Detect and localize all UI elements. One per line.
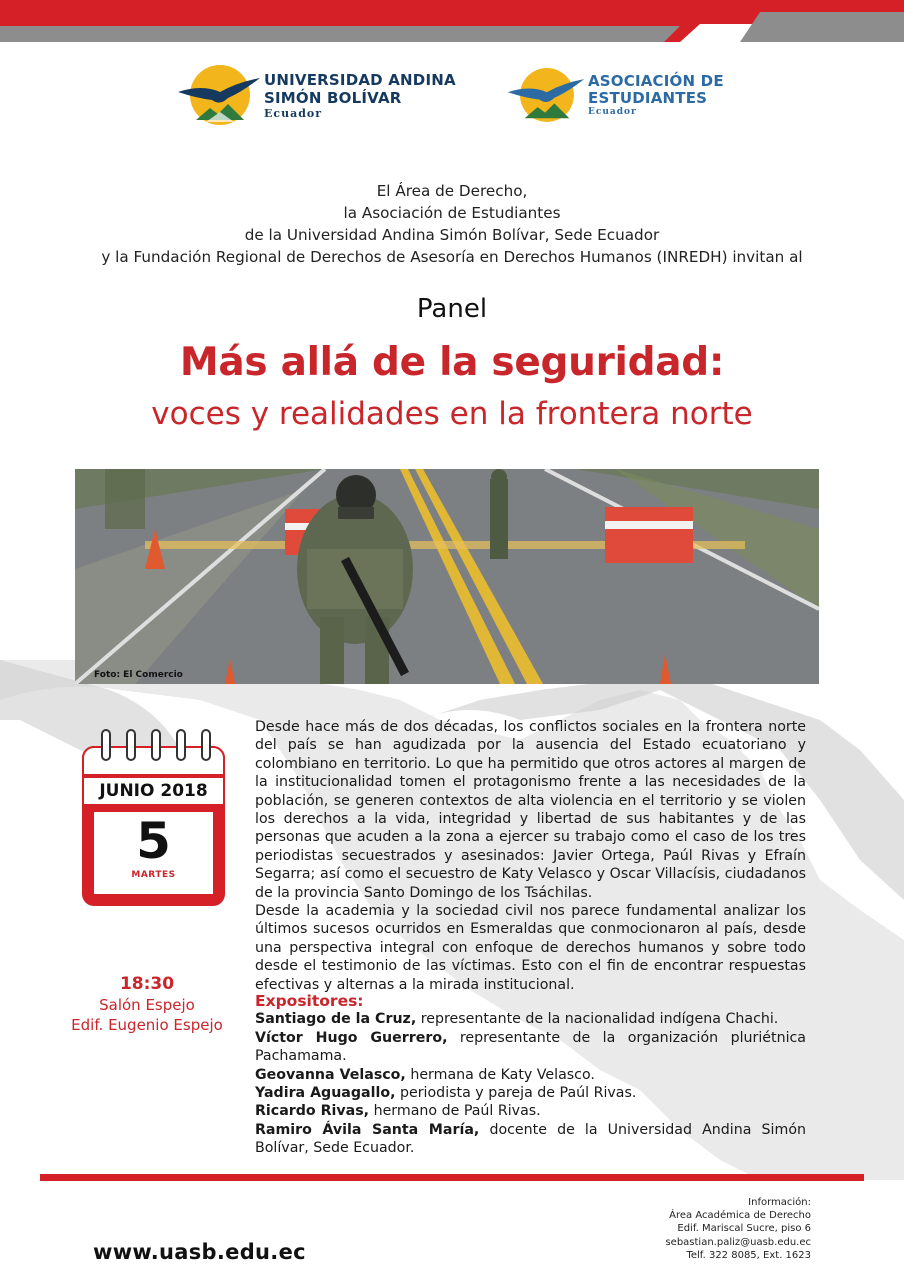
contact-line: Edif. Mariscal Sucre, piso 6 — [677, 1223, 811, 1235]
footer-divider — [40, 1174, 864, 1181]
speaker-item — [255, 1066, 806, 1084]
event-description — [255, 718, 806, 994]
uasb-name-line1: UNIVERSIDAD ANDINA — [264, 70, 456, 89]
event-date-calendar — [82, 728, 225, 906]
speaker-role: representante de la organización pluriétnica Pachamama. — [255, 1029, 806, 1065]
contact-line: Área Académica de Derecho — [669, 1210, 811, 1222]
event-subtitle: voces y realidades en la frontera norte — [151, 396, 753, 432]
condor-emblem-icon — [506, 64, 586, 126]
speaker-role: hermana de Katy Velasco. — [405, 1066, 595, 1083]
event-title: Más allá de la seguridad: — [179, 340, 725, 385]
speaker-role: hermano de Paúl Rivas. — [369, 1103, 541, 1120]
calendar-day: 5 — [136, 812, 171, 870]
speakers-list — [255, 992, 806, 1158]
event-room: Salón Espejo — [99, 996, 195, 1014]
contact-phone: Telf. 322 8085, Ext. 1623 — [686, 1249, 811, 1261]
intro-line: El Área de Derecho, — [376, 182, 528, 200]
speaker-item — [255, 1102, 806, 1120]
contact-heading: Información: — [748, 1197, 811, 1208]
student-association-logo — [506, 64, 724, 126]
event-kind: Panel — [416, 294, 488, 324]
speaker-role: periodista y pareja de Paúl Rivas. — [395, 1085, 637, 1102]
speaker-item — [255, 1010, 806, 1028]
event-photo — [75, 469, 819, 684]
intro-line: la Asociación de Estudiantes — [343, 204, 561, 222]
uasb-name-line2: SIMÓN BOLÍVAR — [264, 88, 402, 107]
speaker-name: Ricardo Rivas, — [255, 1103, 370, 1120]
uasb-logo — [176, 62, 456, 128]
speaker-role: docente de la Universidad Andina Simón Bolívar, Sede Ecuador. — [255, 1121, 806, 1157]
contact-info — [665, 1196, 811, 1262]
calendar-rings-icon — [82, 728, 225, 768]
calendar-weekday: MARTES — [131, 870, 176, 880]
website-link[interactable]: www.uasb.edu.ec — [93, 1240, 306, 1264]
speaker-name: Ramiro Ávila Santa María, — [255, 1121, 480, 1138]
speaker-role: representante de la nacionalidad indígena Chachi. — [416, 1011, 779, 1028]
speaker-item — [255, 1029, 806, 1066]
condor-emblem-icon — [176, 62, 262, 128]
intro-line: de la Universidad Andina Simón Bolívar, Sede Ecuador — [244, 226, 660, 244]
calendar-month-year: JUNIO 2018 — [82, 776, 225, 806]
event-schedule — [60, 973, 234, 1035]
speaker-item — [255, 1121, 806, 1158]
event-time: 18:30 — [119, 974, 175, 994]
contact-email[interactable]: sebastian.paliz@uasb.edu.ec — [665, 1236, 811, 1248]
speaker-name: Geovanna Velasco, — [255, 1066, 406, 1083]
event-building: Edif. Eugenio Espejo — [71, 1016, 223, 1034]
speakers-heading: Expositores: — [255, 992, 364, 1010]
uasb-name-line3: Ecuador — [264, 106, 323, 120]
intro-line: y la Fundación Regional de Derechos de Asesoría en Derechos Humanos (INREDH) invitan al — [101, 248, 803, 266]
invitation-intro — [60, 180, 844, 268]
ae-name-line3: Ecuador — [588, 107, 637, 117]
speaker-name: Víctor Hugo Guerrero, — [255, 1029, 448, 1046]
ae-name-line2: ESTUDIANTES — [588, 89, 708, 107]
soldier-checkpoint-photo — [75, 469, 819, 684]
speaker-name: Santiago de la Cruz, — [255, 1011, 417, 1028]
description-paragraph: Desde hace más de dos décadas, los conflictos sociales en la frontera norte del país se han agudizada por la ausencia del Estado ecuatoriano y colombiano en territorio. Lo que ha permitido que otros actores al margen de la institucionalidad tomen el protagonismo frente a las necesidades de la población, se generen contextos de alta violencia en el territorio y se violen los derechos a la vida, integridad y libertad de sus habitantes y de las personas que acuden a la zona a ejercer su trabajo como el caso de los tres periodistas secuestrados y asesinados: Javier Ortega, Paúl Rivas y Efraín Segarra; así como el secuestro de Katy Velasco y Oscar Villacísis, ciudadanos de la provincia Santo Domingo de los Tsáchilas. — [255, 719, 806, 901]
photo-credit: Foto: El Comercio — [94, 670, 183, 680]
top-banner — [0, 0, 904, 42]
calendar-face — [94, 812, 213, 894]
ae-name-line1: ASOCIACIÓN DE — [588, 72, 724, 90]
speaker-item — [255, 1084, 806, 1102]
speaker-name: Yadira Aguagallo, — [255, 1085, 396, 1102]
description-paragraph: Desde la academia y la sociedad civil nos parece fundamental analizar los últimos sucesos ocurridos en Esmeraldas que conmocionaron al país, desde una perspectiva integral con enfoque de derechos humanos y sobre todo desde el testimonio de las víctimas. Esto con el fin de encontrar respuestas efectivas y alternas a la mirada institucional. — [255, 903, 806, 993]
